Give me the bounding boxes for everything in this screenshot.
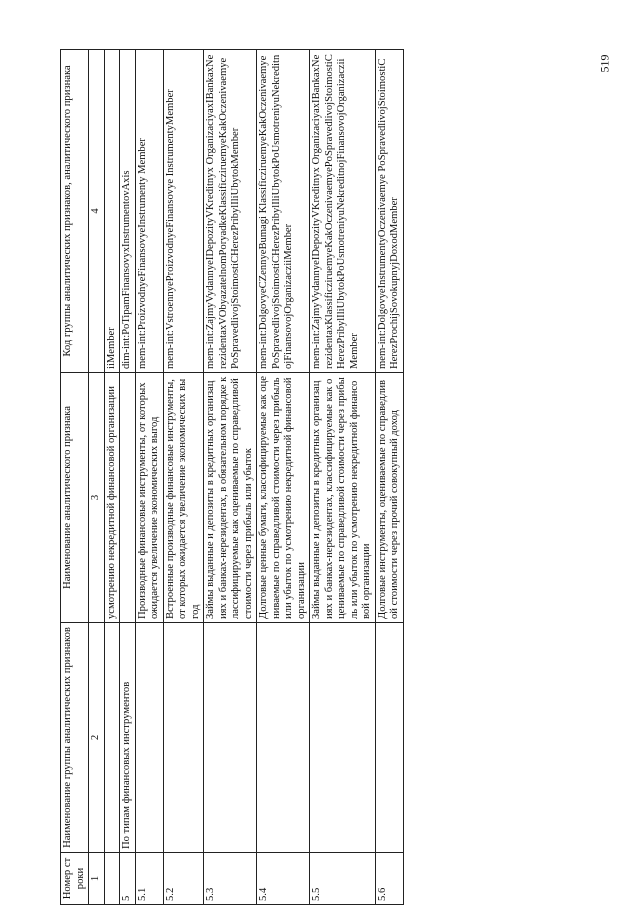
table-row (375, 50, 403, 905)
row-number: 5.3 (204, 853, 257, 905)
group-name (375, 623, 403, 853)
table-row (257, 50, 310, 905)
attribute-name: Займы выданные и депозиты в кредитных организациях и банках-нерезидентах, в обязательном порядке классифицируемые как оцениваемые по справедливой стоимости через прибыль или убыток (204, 373, 257, 623)
group-name (310, 623, 376, 853)
header-row (61, 50, 89, 905)
header-row-number: Номер строки (61, 853, 89, 905)
attribute-code: mem-int:DolgovyeInstrumentyOczenivaemye PoSpravedlivojStoimostiCHerezProchijSovokupnyjDoxodMember (375, 50, 403, 373)
attribute-name: Займы выданные и депозиты в кредитных организациях и банках-нерезидентах, классифицируемые как оцениваемые по справедливой стоимости через прибыль или убыток по усмотрению некредитной финансовой организации (310, 373, 376, 623)
column-number-row (89, 50, 105, 905)
attribute-name: усмотрению некредитной финансовой организации (104, 373, 120, 623)
rotated-page (60, 50, 580, 905)
attribute-name: Долговые инструменты, оцениваемые по справедливой стоимости через прочий совокупный доход (375, 373, 403, 623)
row-number: 5.1 (135, 853, 163, 905)
page-number: 519 (597, 54, 612, 73)
col-number-2: 2 (89, 623, 105, 853)
row-number: 5 (120, 853, 136, 905)
table-row (135, 50, 163, 905)
attributes-table (60, 49, 404, 905)
group-name (104, 623, 120, 853)
attribute-code: mem-int:DolgovyeCZennyeBumagi KlassificziruemyeKakOczenivaemyePoSpravedlivojStoimostiCHerezPribylIliUbytokPoUsmotreniyuNekreditnojFinansovojOrganizacziiMember (257, 50, 310, 373)
header-attribute-name: Наименование аналитического признака (61, 373, 89, 623)
attribute-code: mem-int:ZajmyVydannyeIDepozityVKreditnyx OrganizaciyaxIBankaxNerezidentaxKlassificziruemyeKakOczenivaemyePoSpravedlivojStoimostiCHerezPribylIliUbytokPoUsmotreniyuNekreditnojFinansovojOrganizacziiMember (310, 50, 376, 373)
table-row (163, 50, 204, 905)
header-group-name: Наименование группы аналитических признаков (61, 623, 89, 853)
attribute-code: mem-int:ProizvodnyeFinansovyeInstrumenty Member (135, 50, 163, 373)
group-name (257, 623, 310, 853)
table-row (204, 50, 257, 905)
attribute-name (120, 373, 136, 623)
attribute-name: Встроенные производные финансовые инструменты, от которых ожидается увеличение экономических выгод (163, 373, 204, 623)
row-number: 5.6 (375, 853, 403, 905)
col-number-4: 4 (89, 50, 105, 373)
group-name (163, 623, 204, 853)
attribute-name: Производные финансовые инструменты, от которых ожидается увеличение экономических выгод (135, 373, 163, 623)
col-number-3: 3 (89, 373, 105, 623)
row-number: 5.5 (310, 853, 376, 905)
attribute-code: iiMember (104, 50, 120, 373)
row-number (104, 853, 120, 905)
header-code: Код группы аналитических признаков, аналитического признака (61, 50, 89, 373)
group-name: По типам финансовых инструментов (120, 623, 136, 853)
attribute-code: mem-int:ZajmyVydannyeIDepozityVKreditnyx OrganizaciyaxIBankaxNerezidentaxVObyazatelnomPoryadkeKlassificziruemyeKakOczenivaemyePoSpravedlivojStoimostiCHerezPribylIliUbytokMember (204, 50, 257, 373)
attribute-name: Долговые ценные бумаги, классифицируемые как оцениваемые по справедливой стоимости через прибыль или убыток по усмотрению некредитной финансовой организации (257, 373, 310, 623)
table-row (104, 50, 120, 905)
group-name (135, 623, 163, 853)
group-name (204, 623, 257, 853)
attribute-code: dim-int:PoTipamFinansovyxInstrumentovAxis (120, 50, 136, 373)
col-number-1: 1 (89, 853, 105, 905)
row-number: 5.2 (163, 853, 204, 905)
attribute-code: mem-int:VstroennyeProizvodnyeFinansovye InstrumentyMember (163, 50, 204, 373)
row-number: 5.4 (257, 853, 310, 905)
table-row (120, 50, 136, 905)
table-row (310, 50, 376, 905)
